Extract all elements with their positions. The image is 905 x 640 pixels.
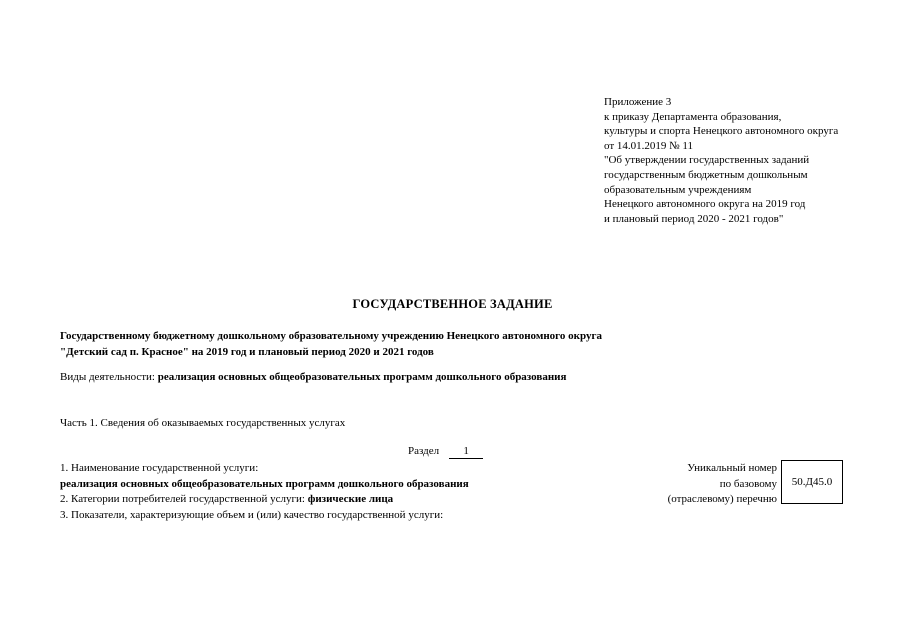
appendix-line: "Об утверждении государственных заданий xyxy=(604,154,810,167)
appendix-line: государственным бюджетным дошкольным xyxy=(604,168,808,181)
activity-value: реализация основных общеобразовательных программ дошкольного образования xyxy=(157,371,567,383)
unique-number-line-2: по базовому xyxy=(719,477,777,490)
section-number: 1 xyxy=(449,445,483,459)
appendix-line: и плановый период 2020 - 2021 годов" xyxy=(604,212,784,225)
document-title: ГОСУДАРСТВЕННОЕ ЗАДАНИЕ xyxy=(352,297,553,311)
recipient-line-1: Государственному бюджетному дошкольному образовательному учреждению Ненецкого автономного округа xyxy=(60,330,602,342)
appendix-line: Ненецкого автономного округа на 2019 год xyxy=(604,198,806,211)
appendix-line: культуры и спорта Ненецкого автономного округа xyxy=(604,125,839,138)
activity-label: Виды деятельности: xyxy=(60,371,155,383)
unique-number-value: 50.Д45.0 xyxy=(791,476,833,488)
recipient-block xyxy=(60,328,602,360)
appendix-line: Приложение 3 xyxy=(604,96,672,108)
appendix-line: образовательным учреждениям xyxy=(604,183,752,196)
service-items xyxy=(60,461,469,523)
unique-number-box xyxy=(781,460,843,504)
service-name-label: 1. Наименование государственной услуги: xyxy=(60,462,259,474)
consumers-label: 2. Категории потребителей государственной услуги: xyxy=(60,493,305,505)
consumers-value: физические лица xyxy=(307,493,394,505)
service-name-value: реализация основных общеобразовательных программ дошкольного образования xyxy=(60,477,469,490)
unique-number-label xyxy=(640,461,777,508)
recipient-line-2: "Детский сад п. Красное" на 2019 год и плановый период 2020 и 2021 годов xyxy=(60,346,434,358)
indicators-label: 3. Показатели, характеризующие объем и (или) качество государственной услуги: xyxy=(60,508,444,521)
appendix-line: к приказу Департамента образования, xyxy=(604,110,782,123)
activity-types xyxy=(60,371,566,383)
unique-number-line-3: (отраслевому) перечню xyxy=(667,493,777,505)
section-heading xyxy=(408,445,483,459)
consumers-row xyxy=(60,492,469,508)
appendix-block xyxy=(604,95,894,226)
unique-number-line-1: Уникальный номер xyxy=(687,462,777,474)
part-heading: Часть 1. Сведения об оказываемых государственных услугах xyxy=(60,417,346,429)
section-label: Раздел xyxy=(408,445,440,457)
appendix-line: от 14.01.2019 № 11 xyxy=(604,139,693,152)
